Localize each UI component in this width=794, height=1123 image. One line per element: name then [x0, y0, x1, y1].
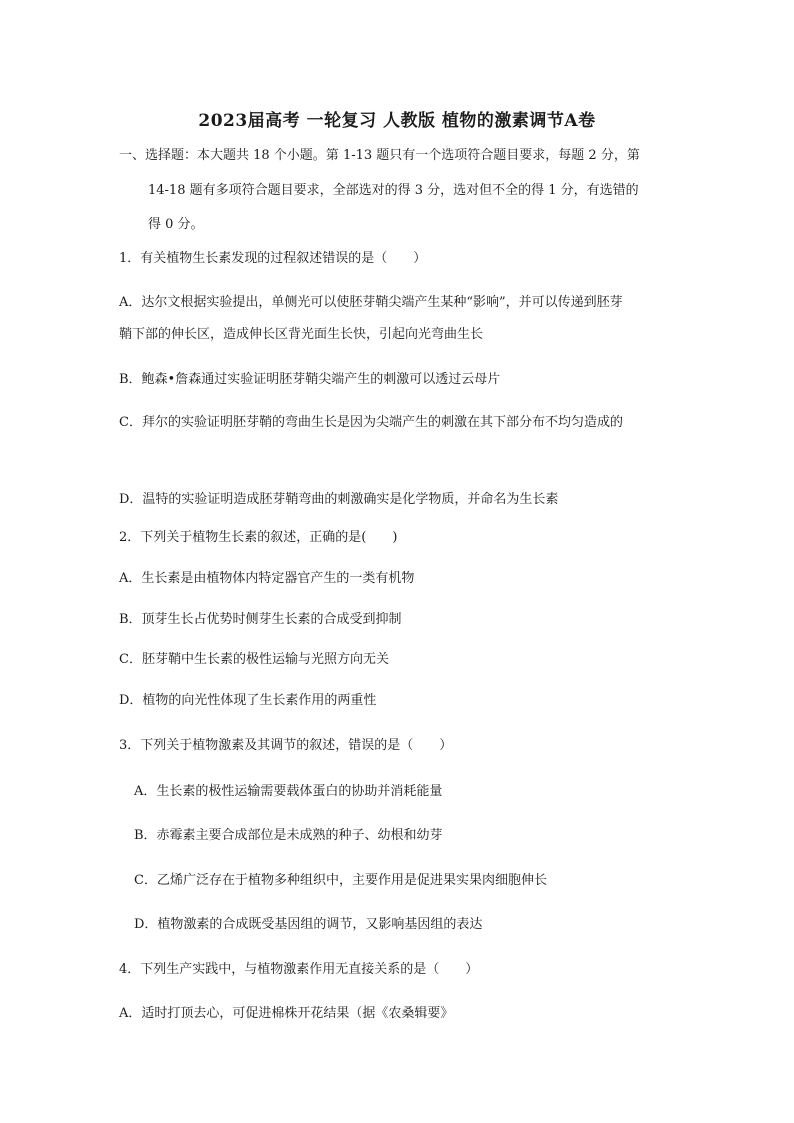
- question-4-stem: 4．下列生产实践中，与植物激素作用无直接关系的是（ ）: [119, 962, 479, 977]
- question-3-option-a: A．生长素的极性运输需要载体蛋白的协助并消耗能量: [134, 784, 443, 799]
- question-1-option-a: A．达尔文根据实验提出，单侧光可以使胚芽鞘尖端产生某种“影响”，并可以传递到胚芽: [119, 295, 623, 310]
- question-1-option-d: D．温特的实验证明造成胚芽鞘弯曲的刺激确实是化学物质，并命名为生长素: [119, 492, 559, 507]
- question-3-option-c: C．乙烯广泛存在于植物多种组织中，主要作用是促进果实果肉细胞伸长: [134, 873, 547, 888]
- question-1-stem: 1．有关植物生长素发现的过程叙述错误的是（ ）: [119, 251, 427, 266]
- question-2-option-d: D．植物的向光性体现了生长素作用的两重性: [119, 693, 377, 708]
- section-header-line-3: 得 0 分。: [148, 217, 204, 232]
- question-3-option-b: B．赤霉素主要合成部位是未成熟的种子、幼根和幼芽: [134, 828, 443, 843]
- question-2-option-b: B．顶芽生长占优势时侧芽生长素的合成受到抑制: [119, 612, 402, 627]
- page-title: 2023届高考 一轮复习 人教版 植物的激素调节A卷: [198, 111, 596, 131]
- question-2-stem: 2．下列关于植物生长素的叙述，正确的是( ): [119, 530, 398, 545]
- question-4-option-a: A．适时打顶去心，可促进棉株开花结果（据《农桑辑要》: [119, 1006, 454, 1021]
- question-1-option-a-cont: 鞘下部的伸长区，造成伸长区背光面生长快，引起向光弯曲生长: [119, 327, 484, 342]
- question-1-option-b: B．鲍森•詹森通过实验证明胚芽鞘尖端产生的刺激可以透过云母片: [119, 372, 501, 387]
- question-2-option-c: C．胚芽鞘中生长素的极性运输与光照方向无关: [119, 652, 389, 667]
- question-2-option-a: A．生长素是由植物体内特定器官产生的一类有机物: [119, 571, 415, 586]
- section-header-line-1: 一、选择题：本大题共 18 个小题。第 1-13 题只有一个选项符合题目要求，每题 2 分，第: [119, 148, 640, 163]
- question-3-stem: 3．下列关于植物激素及其调节的叙述，错误的是（ ）: [119, 738, 453, 753]
- section-header-line-2: 14-18 题有多项符合题目要求，全部选对的得 3 分，选对但不全的得 1 分，有选错的: [148, 183, 639, 198]
- question-1-option-c: C．拜尔的实验证明胚芽鞘的弯曲生长是因为尖端产生的刺激在其下部分布不均匀造成的: [119, 415, 623, 430]
- question-3-option-d: D．植物激素的合成既受基因组的调节，又影响基因组的表达: [134, 917, 483, 932]
